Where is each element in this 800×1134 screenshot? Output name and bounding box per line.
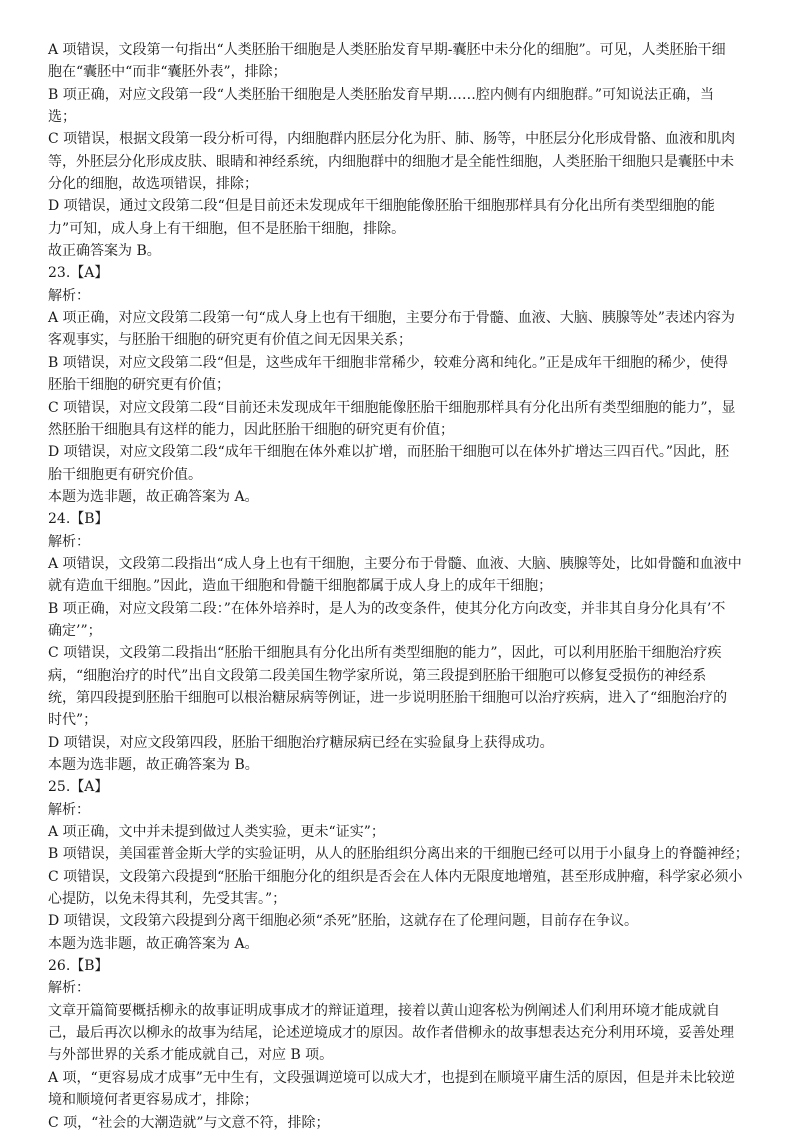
text-line: B 项错误，对应文段第二段“但是，这些成年干细胞非常稀少，较难分离和纯化。”正是成年干细胞的稀少，使得 [48,354,729,371]
text-line: 解析： [48,287,90,304]
text-line: 确定’”； [48,622,102,639]
text-line: 己，最后再次以柳永的故事为结尾，论述逆境成才的原因。故作者借柳永的故事想表达充分利用环境，妥善处理 [48,1025,734,1042]
text-line: A 项正确，文中并未提到做过人类实验，更未“证实”； [48,824,385,841]
text-line: 胞在“囊胚中“而非“囊胚外表”，排除； [48,64,287,81]
text-line: 26.【B】 [48,958,109,975]
text-line: A 项，“更容易成才成事”无中生有，文段强调逆境可以成大才，也提到在顺境平庸生活的原因，但是并未比较逆 [48,1069,735,1086]
text-line: 本题为选非题，故正确答案为 B。 [48,757,259,773]
text-line: 统，第四段提到胚胎干细胞可以根治糖尿病等例证，进一步说明胚胎干细胞可以治疗疾病，进入了“细胞治疗的 [48,689,728,706]
text-line: 病，“细胞治疗的时代”出自文段第二段美国生物学家所说，第三段提到胚胎干细胞可以修复受损伤的神经系 [48,667,707,684]
text-line: 就有造血干细胞。”因此，造血干细胞和骨髓干细胞都属于成人身上的成年干细胞； [48,578,553,595]
text-line: 境和顺境何者更容易成才，排除； [48,1092,258,1109]
text-line: 力”可知，成人身上有干细胞，但不是胚胎干细胞，排除。 [48,220,406,237]
text-line: 本题为选非题，故正确答案为 A。 [48,488,259,505]
text-line: 解析： [48,801,90,818]
text-line: C 项，“社会的大潮造就”与文意不符，排除； [48,1114,330,1131]
text-line: D 项错误，文段第六段提到分离干细胞必须“杀死”胚胎，这就存在了伦理问题，目前存在争议。 [48,913,638,930]
text-line: 然胚胎干细胞具有这样的能力，因此胚胎干细胞的研究更有价值； [48,421,454,438]
text-line: 等，外胚层分化形成皮肤、眼睛和神经系统，内细胞群中的细胞才是全能性细胞，人类胚胎干细胞只是囊胚中未 [48,153,734,170]
text-line: D 项错误，通过文段第二段“但是目前还未发现成年干细胞能像胚胎干细胞那样具有分化出所有类型细胞的能 [48,198,715,215]
text-line: 文章开篇简要概括柳永的故事证明成事成才的辩证道理，接着以黄山迎客松为例阐述人们利用环境才能成就自 [48,1002,720,1019]
text-line: 本题为选非题，故正确答案为 A。 [48,935,259,952]
text-line: C 项错误，文段第二段指出“胚胎干细胞具有分化出所有类型细胞的能力”，因此，可以利用胚胎干细胞治疗疾 [48,645,722,662]
text-line: 分化的细胞，故选项错误，排除； [48,176,258,193]
text-line: 解析： [48,533,90,550]
text-line: D 项错误，对应文段第四段，胚胎干细胞治疗糖尿病已经在实验鼠身上获得成功。 [48,734,554,751]
text-line: 故正确答案为 B。 [48,243,161,260]
text-line: C 项错误，对应文段第二段“目前还未发现成年干细胞能像胚胎干细胞那样具有分化出所有类型细胞的能力”，显 [48,399,736,416]
text-line: 时代”； [48,712,98,729]
answer-explanation-text [48,39,760,1134]
text-line: 胚胎干细胞的研究更有价值； [48,377,230,394]
text-line: 选； [48,109,76,126]
text-line: 心提防，以免未得其利，先受其害。”； [48,891,287,908]
text-line: B 项错误，美国霍普金斯大学的实验证明，从人的胚胎组织分离出来的干细胞已经可以用于小鼠身上的脊髓神经； [48,846,749,863]
text-line: D 项错误，对应文段第二段“成年干细胞在体外难以扩增，而胚胎干细胞可以在体外扩增达三四百代。”因此，胚 [48,444,729,461]
text-line: A 项错误，文段第二段指出“成人身上也有干细胞，主要分布于骨髓、血液、大脑、胰腺等处，比如骨髓和血液中 [48,555,742,572]
text-line: 23.【A】 [48,265,109,282]
text-line: 与外部世界的关系才能成就自己，对应 B 项。 [48,1047,334,1064]
text-line: A 项正确，对应文段第二段第一句“成人身上也有干细胞，主要分布于骨髓、血液、大脑、胰腺等处”表述内容为 [48,310,735,327]
text-line: 胎干细胞更有研究价值。 [48,466,202,483]
text-line: C 项错误，根据文段第一段分析可得，内细胞群内胚层分化为肝、肺、肠等，中胚层分化形成骨骼、血液和肌肉 [48,131,736,148]
text-line: A 项错误，文段第一句指出“人类胚胎干细胞是人类胚胎发育早期-囊胚中未分化的细胞”。可见，人类胚胎干细 [48,42,726,58]
text-line: 解析： [48,980,90,997]
text-line: C 项错误，文段第六段提到“胚胎干细胞分化的组织是否会在人体内无限度地增殖，甚至形成肿瘤，科学家必须小 [48,868,743,885]
text-line: 25.【A】 [48,779,109,796]
text-line: B 项正确，对应文段第二段：”在体外培养时，是人为的改变条件，使其分化方向改变，并非其自身分化具有’不 [48,600,726,617]
text-line: 24.【B】 [48,511,109,528]
text-line: 客观事实，与胚胎干细胞的研究更有价值之间无因果关系； [48,332,412,349]
text-line: B 项正确，对应文段第一段“人类胚胎干细胞是人类胚胎发育早期……腔内侧有内细胞群。”可知说法正确，当 [48,86,715,103]
